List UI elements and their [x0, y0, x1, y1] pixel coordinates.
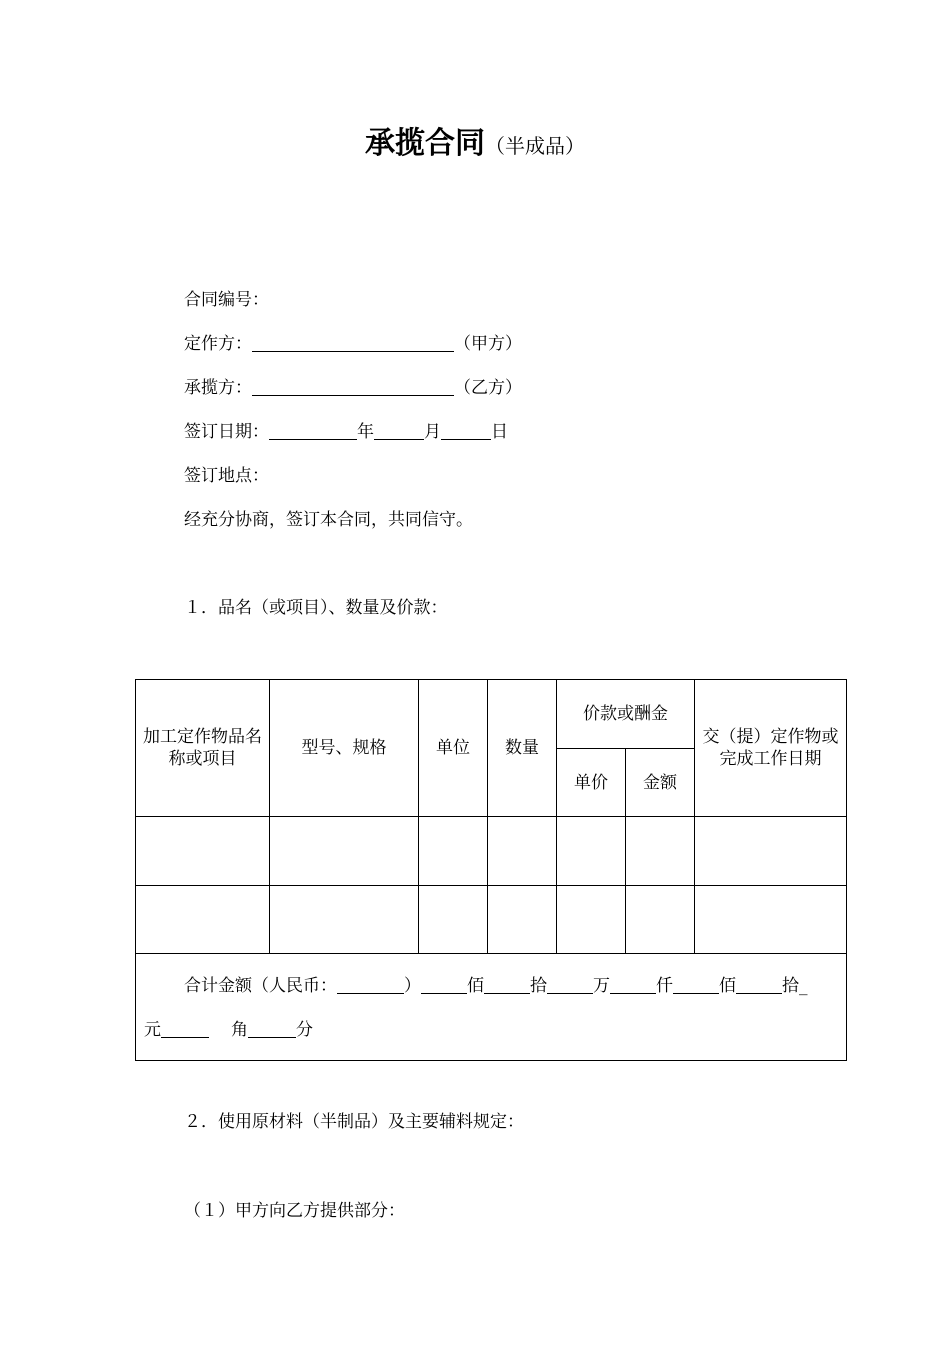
- total-prefix: 合计金额（人民币：: [184, 976, 337, 996]
- header-price-group: 价款或酬金: [557, 680, 695, 749]
- month-blank[interactable]: [374, 421, 424, 440]
- yuan-label: 元: [144, 1020, 161, 1040]
- header-item: 加工定作物品名称或项目: [136, 680, 270, 817]
- month-label: 月: [424, 422, 441, 442]
- table-cell[interactable]: [136, 886, 270, 954]
- table-cell[interactable]: [695, 817, 847, 886]
- table-cell[interactable]: [695, 886, 847, 954]
- table-cell[interactable]: [270, 886, 419, 954]
- qian-blank[interactable]: [610, 975, 656, 994]
- contractor-suffix: （乙方）: [454, 378, 522, 398]
- shi1-label: 拾: [530, 976, 547, 996]
- table-cell[interactable]: [626, 817, 695, 886]
- bai2-blank[interactable]: [673, 975, 719, 994]
- table-cell[interactable]: [136, 817, 270, 886]
- fen-label: 分: [296, 1020, 313, 1040]
- table-cell[interactable]: [488, 817, 557, 886]
- header-unit: 单位: [419, 680, 488, 817]
- table-cell[interactable]: [270, 817, 419, 886]
- rmb-blank[interactable]: [337, 975, 404, 994]
- contract-number-label: 合同编号：: [184, 290, 269, 310]
- title-main: 承揽合同: [365, 126, 485, 161]
- table-cell[interactable]: [419, 817, 488, 886]
- table-row: [136, 886, 847, 954]
- header-unit-price: 单价: [557, 749, 626, 817]
- table-row: [136, 817, 847, 886]
- orderer-line: [184, 329, 522, 354]
- total-close-paren: ）: [404, 976, 421, 996]
- page-title: [0, 118, 950, 162]
- day-label: 日: [491, 422, 508, 442]
- table-cell[interactable]: [488, 886, 557, 954]
- wan-label: 万: [593, 976, 610, 996]
- section2-1-heading: （１）甲方向乙方提供部分：: [184, 1201, 405, 1221]
- items-table: [135, 679, 847, 1061]
- bai1-blank[interactable]: [421, 975, 467, 994]
- header-model: 型号、规格: [270, 680, 419, 817]
- sign-date-label: 签订日期：: [184, 422, 269, 442]
- total-cell: [136, 954, 847, 1061]
- table-cell[interactable]: [626, 886, 695, 954]
- orderer-label: 定作方：: [184, 334, 252, 354]
- table-cell[interactable]: [419, 886, 488, 954]
- table-cell[interactable]: [557, 886, 626, 954]
- shi2-blank[interactable]: [736, 975, 782, 994]
- orderer-suffix: （甲方）: [454, 334, 522, 354]
- shi2-label: 拾: [782, 976, 799, 996]
- section2-heading: ２．使用原材料（半制品）及主要辅料规定：: [184, 1112, 524, 1132]
- total-line-2: [144, 1008, 838, 1052]
- section1-heading: １．品名（或项目）、数量及价款：: [184, 598, 448, 618]
- contractor-line: [184, 373, 522, 398]
- total-tail: _: [799, 976, 808, 996]
- day-blank[interactable]: [441, 421, 491, 440]
- shi1-blank[interactable]: [484, 975, 530, 994]
- yuan-blank[interactable]: [161, 1019, 209, 1038]
- year-blank[interactable]: [269, 421, 357, 440]
- preamble: 经充分协商，签订本合同，共同信守。: [184, 510, 473, 530]
- sign-date-line: [184, 417, 508, 442]
- header-amount: 金额: [626, 749, 695, 817]
- total-row: [136, 954, 847, 1061]
- contractor-label: 承揽方：: [184, 378, 252, 398]
- header-delivery: 交（提）定作物或完成工作日期: [695, 680, 847, 817]
- table-header-row: [136, 680, 847, 749]
- contractor-blank[interactable]: [252, 377, 454, 396]
- table-cell[interactable]: [557, 817, 626, 886]
- bai2-label: 佰: [719, 976, 736, 996]
- wan-blank[interactable]: [547, 975, 593, 994]
- year-label: 年: [357, 422, 374, 442]
- sign-place-label: 签订地点：: [184, 466, 269, 486]
- orderer-blank[interactable]: [252, 333, 454, 352]
- jiao-blank[interactable]: [248, 1019, 296, 1038]
- qian-label: 仟: [656, 976, 673, 996]
- jiao-label: 角: [231, 1020, 248, 1040]
- bai1-label: 佰: [467, 976, 484, 996]
- header-qty: 数量: [488, 680, 557, 817]
- total-line-1: [144, 964, 838, 1008]
- title-sub: （半成品）: [485, 134, 585, 158]
